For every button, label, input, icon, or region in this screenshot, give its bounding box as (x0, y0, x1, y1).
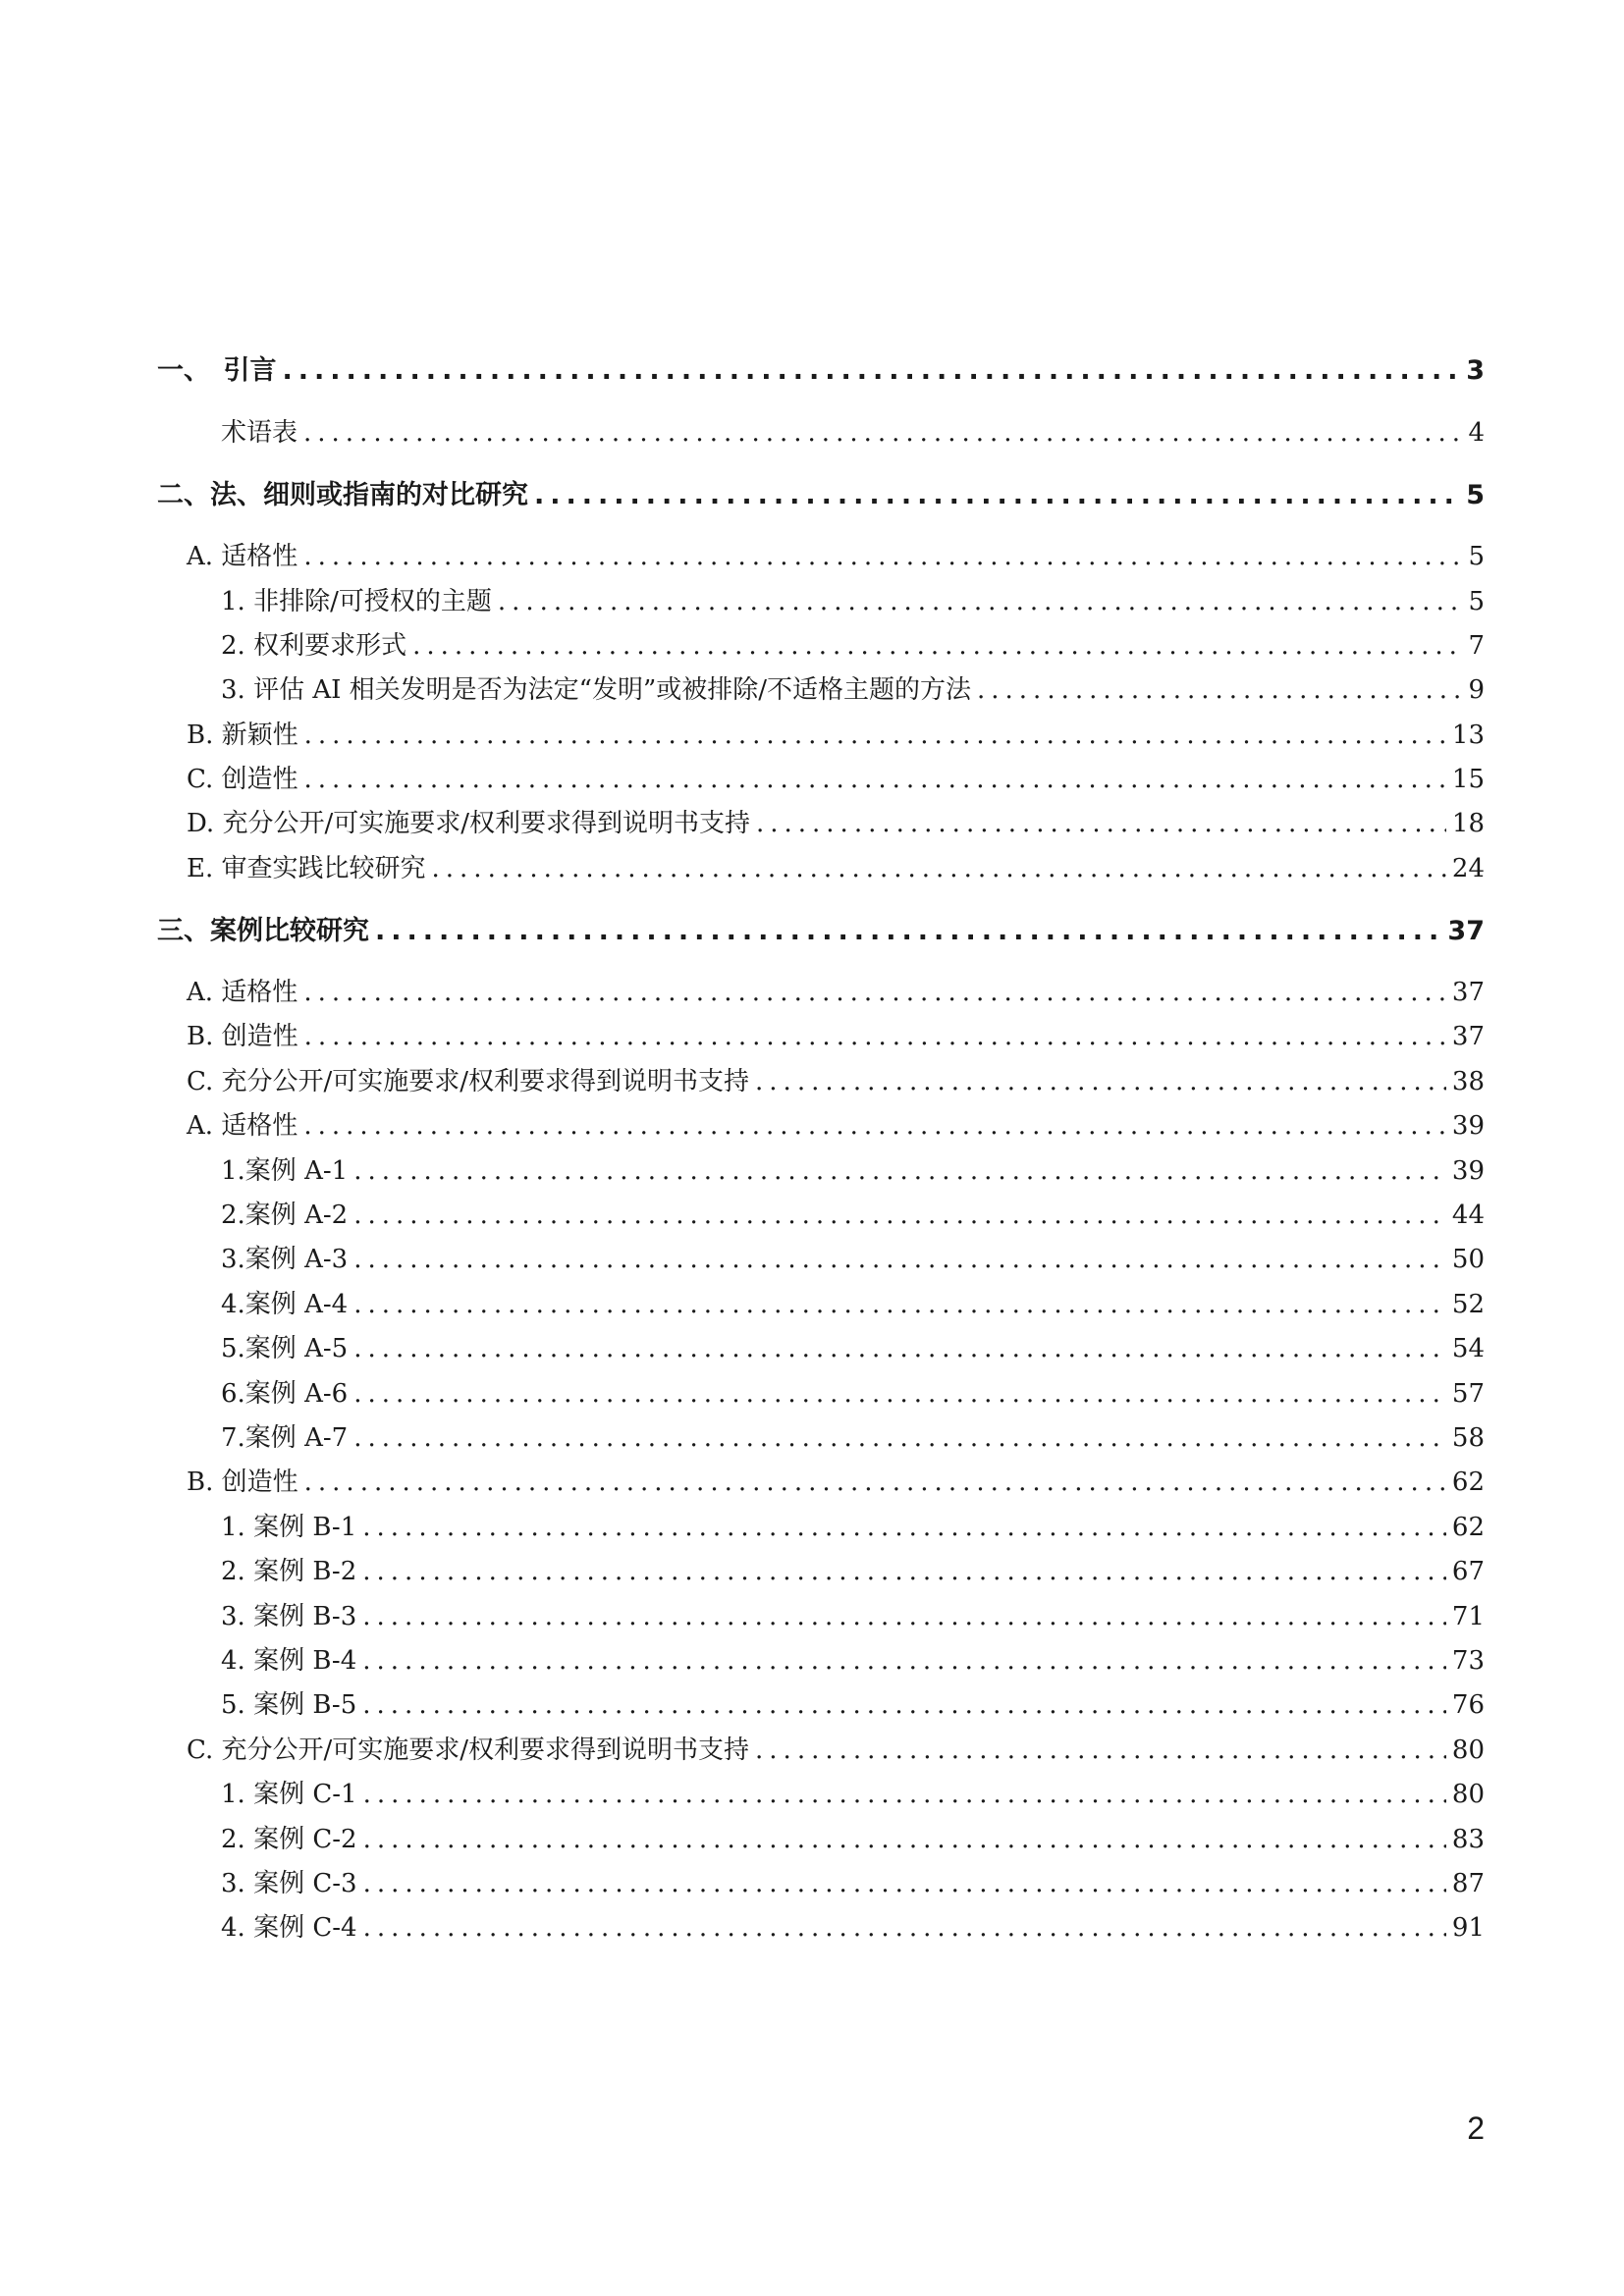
toc-entry[interactable] (221, 1640, 1485, 1677)
toc-entry-page: 4 (1468, 418, 1485, 448)
toc-leader-dots (375, 916, 1441, 946)
toc-entry-label: 1. 非排除/可授权的主题 (221, 587, 492, 616)
toc-entry[interactable] (221, 1819, 1485, 1855)
toc-leader-dots (304, 765, 1446, 794)
toc-entry-label: 4. 案例 B-4 (221, 1646, 357, 1676)
toc-entry-label: D. 充分公开/可实施要求/权利要求得到说明书支持 (187, 809, 750, 838)
toc-entry-label: 1.案例 A-1 (221, 1156, 349, 1186)
toc-entry[interactable] (187, 1462, 1485, 1498)
toc-entry-page: 3 (1466, 355, 1485, 386)
toc-leader-dots (303, 978, 1446, 1007)
toc-entry-page: 50 (1451, 1245, 1485, 1274)
toc-entry-label: 4.案例 A-4 (221, 1290, 349, 1319)
toc-entry[interactable] (221, 1774, 1485, 1810)
toc-leader-dots (432, 854, 1446, 883)
toc-entry[interactable] (221, 1507, 1485, 1543)
toc-entry-label: 2. 案例 B-2 (221, 1557, 357, 1586)
toc-leader-dots (412, 631, 1462, 661)
toc-entry[interactable] (187, 1016, 1485, 1052)
toc-entry-label: 2. 权利要求形式 (221, 631, 407, 661)
toc-leader-dots (363, 1869, 1446, 1898)
toc-entry-page: 24 (1451, 854, 1485, 883)
toc-entry[interactable] (221, 1239, 1485, 1275)
toc-entry-glossary[interactable] (221, 412, 1485, 449)
toc-entry-label: 3.案例 A-3 (221, 1245, 349, 1274)
toc-entry-page: 5 (1468, 542, 1485, 571)
toc-entry-page: 37 (1451, 1022, 1485, 1051)
toc-entry-page: 39 (1451, 1156, 1485, 1186)
toc-leader-dots (534, 480, 1460, 510)
toc-entry-label: 5.案例 A-5 (221, 1334, 349, 1363)
toc-entry-page: 80 (1451, 1780, 1485, 1809)
toc-entry-page: 38 (1451, 1067, 1485, 1096)
toc-entry[interactable] (221, 1551, 1485, 1587)
toc-leader-dots (362, 1513, 1446, 1542)
toc-entry[interactable] (187, 759, 1485, 795)
toc-entry[interactable] (221, 1596, 1485, 1632)
toc-entry-page: 54 (1451, 1334, 1485, 1363)
toc-entry[interactable] (187, 1730, 1485, 1766)
toc-entry-label: 4. 案例 C-4 (221, 1913, 357, 1943)
toc-entry-page: 62 (1451, 1468, 1485, 1497)
toc-leader-dots (362, 1690, 1446, 1720)
toc-entry-label: B. 创造性 (187, 1468, 298, 1497)
toc-entry-label: 7.案例 A-7 (221, 1423, 349, 1453)
toc-entry-label: 3. 评估 AI 相关发明是否为法定“发明”或被排除/不适格主题的方法 (221, 675, 971, 705)
toc-entry-label: E. 审查实践比较研究 (187, 854, 426, 883)
toc-entry[interactable] (187, 848, 1485, 884)
toc-entry-page: 71 (1451, 1602, 1485, 1631)
toc-entry-page: 80 (1451, 1735, 1485, 1765)
toc-leader-dots (977, 675, 1462, 705)
toc-entry[interactable] (221, 1284, 1485, 1320)
toc-entry-label: 一、 引言 (157, 355, 277, 386)
toc-entry-label: 1. 案例 C-1 (221, 1780, 357, 1809)
toc-entry[interactable] (221, 669, 1485, 706)
toc-entry[interactable] (221, 1417, 1485, 1454)
toc-entry-page: 44 (1451, 1201, 1485, 1230)
toc-entry[interactable] (221, 625, 1485, 662)
toc-entry-label: 二、法、细则或指南的对比研究 (157, 480, 528, 510)
toc-leader-dots (353, 1156, 1446, 1186)
toc-entry-label: 三、案例比较研究 (157, 916, 369, 946)
toc-entry-page: 83 (1451, 1825, 1485, 1854)
toc-entry[interactable] (221, 1907, 1485, 1944)
toc-entry-page: 9 (1468, 675, 1485, 705)
toc-leader-dots (362, 1557, 1446, 1586)
toc-leader-dots (353, 1423, 1446, 1453)
toc-entry-label: 术语表 (221, 418, 298, 448)
toc-entry-page: 73 (1451, 1646, 1485, 1676)
toc-entry-label: 1. 案例 B-1 (221, 1513, 357, 1542)
toc-leader-dots (498, 587, 1463, 616)
toc-entry[interactable] (221, 1150, 1485, 1187)
toc-leader-dots (755, 1067, 1446, 1096)
toc-leader-dots (756, 809, 1446, 838)
toc-entry-label: 2. 案例 C-2 (221, 1825, 357, 1854)
toc-entry-introduction[interactable] (157, 348, 1485, 387)
toc-entry-page: 5 (1466, 480, 1485, 510)
toc-entry[interactable] (221, 1684, 1485, 1721)
toc-entry-page: 87 (1451, 1869, 1485, 1898)
toc-entry-page: 67 (1451, 1557, 1485, 1586)
toc-entry[interactable] (221, 581, 1485, 617)
toc-leader-dots (363, 1780, 1446, 1809)
toc-entry-page: 15 (1451, 765, 1485, 794)
toc-entry-label: C. 充分公开/可实施要求/权利要求得到说明书支持 (187, 1735, 750, 1765)
toc-entry-label: C. 创造性 (187, 765, 298, 794)
toc-entry-page: 18 (1451, 809, 1485, 838)
toc-entry-comparative-study[interactable] (157, 473, 1485, 511)
toc-entry-page: 37 (1451, 978, 1485, 1007)
toc-entry-page: 37 (1447, 916, 1485, 946)
toc-entry-label: B. 新颖性 (187, 721, 298, 750)
toc-entry[interactable] (187, 803, 1485, 839)
toc-entry-label: 5. 案例 B-5 (221, 1690, 357, 1720)
toc-entry-page: 58 (1451, 1423, 1485, 1453)
toc-leader-dots (362, 1646, 1446, 1676)
page-number: 2 (1467, 2110, 1485, 2146)
toc-entry[interactable] (221, 1195, 1485, 1231)
toc-leader-dots (283, 355, 1461, 386)
toc-entry[interactable] (187, 715, 1485, 751)
toc-entry-page: 62 (1451, 1513, 1485, 1542)
toc-leader-dots (353, 1245, 1446, 1274)
toc-entry-page: 13 (1451, 721, 1485, 750)
toc-entry-label: 3. 案例 C-3 (221, 1869, 357, 1898)
toc-entry-page: 76 (1451, 1690, 1485, 1720)
toc-entry-page: 57 (1451, 1379, 1485, 1409)
toc-entry[interactable] (187, 1105, 1485, 1142)
toc-entry-page: 39 (1451, 1111, 1485, 1141)
toc-entry-label: A. 适格性 (187, 1111, 298, 1141)
toc-leader-dots (303, 1111, 1446, 1141)
toc-entry-page: 91 (1451, 1913, 1485, 1943)
toc-entry-label: 2.案例 A-2 (221, 1201, 349, 1230)
toc-entry-page: 7 (1468, 631, 1485, 661)
toc-leader-dots (755, 1735, 1446, 1765)
toc-entry[interactable] (221, 1373, 1485, 1410)
toc-entry[interactable] (187, 536, 1485, 572)
toc-entry-label: A. 适格性 (187, 542, 298, 571)
toc-leader-dots (304, 721, 1446, 750)
toc-leader-dots (303, 418, 1462, 448)
toc-leader-dots (363, 1825, 1446, 1854)
toc-entry-label: 6.案例 A-6 (221, 1379, 349, 1409)
toc-entry-label: C. 充分公开/可实施要求/权利要求得到说明书支持 (187, 1067, 750, 1096)
toc-entry[interactable] (221, 1863, 1485, 1899)
toc-leader-dots (304, 1468, 1446, 1497)
toc-leader-dots (303, 542, 1462, 571)
toc-leader-dots (362, 1602, 1446, 1631)
toc-entry-case-study[interactable] (157, 909, 1485, 947)
toc-leader-dots (353, 1379, 1446, 1409)
toc-entry[interactable] (187, 972, 1485, 1008)
toc-leader-dots (353, 1201, 1446, 1230)
toc-leader-dots (363, 1913, 1446, 1943)
toc-entry-label: 3. 案例 B-3 (221, 1602, 357, 1631)
toc-entry-label: A. 适格性 (187, 978, 298, 1007)
toc-leader-dots (353, 1290, 1446, 1319)
toc-entry-page: 52 (1451, 1290, 1485, 1319)
toc-entry[interactable] (187, 1061, 1485, 1097)
toc-entry[interactable] (221, 1328, 1485, 1364)
toc-entry-page: 5 (1468, 587, 1485, 616)
toc-entry-label: B. 创造性 (187, 1022, 298, 1051)
toc-leader-dots (353, 1334, 1446, 1363)
toc-leader-dots (304, 1022, 1446, 1051)
